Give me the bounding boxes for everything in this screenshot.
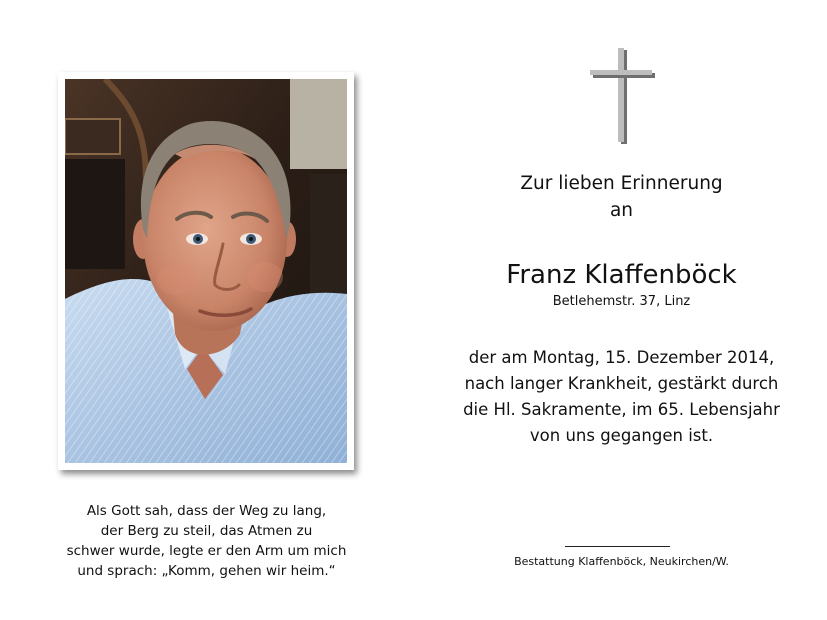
heading-line: Zur lieben Erinnerung (520, 173, 723, 194)
deceased-name: Franz Klaffenböck (506, 260, 737, 290)
memorial-heading (470, 170, 773, 224)
message-line: die Hl. Sakramente, im 65. Lebensjahr (463, 400, 780, 419)
message-line: der am Montag, 15. Dezember 2014, (468, 348, 775, 367)
poem-line: und sprach: „Komm, gehen wir heim.“ (77, 563, 336, 579)
portrait-frame (58, 72, 354, 470)
message-line: nach langer Krankheit, gestärkt durch (464, 374, 779, 393)
poem-line: schwer wurde, legte er den Arm um mich (66, 543, 347, 559)
cross-icon (590, 48, 656, 144)
poem-line: der Berg zu steil, das Atmen zu (100, 523, 313, 539)
poem (40, 501, 373, 581)
memorial-message (440, 345, 803, 449)
divider (565, 546, 670, 547)
portrait-photo (65, 79, 347, 463)
portrait-illustration (65, 79, 347, 463)
deceased-address: Betlehemstr. 37, Linz (552, 294, 691, 309)
undertaker-credit: Bestattung Klaffenböck, Neukirchen/W. (514, 555, 729, 568)
poem-line: Als Gott sah, dass der Weg zu lang, (86, 503, 327, 519)
heading-line: an (609, 200, 634, 221)
message-line: von uns gegangen ist. (529, 426, 714, 445)
